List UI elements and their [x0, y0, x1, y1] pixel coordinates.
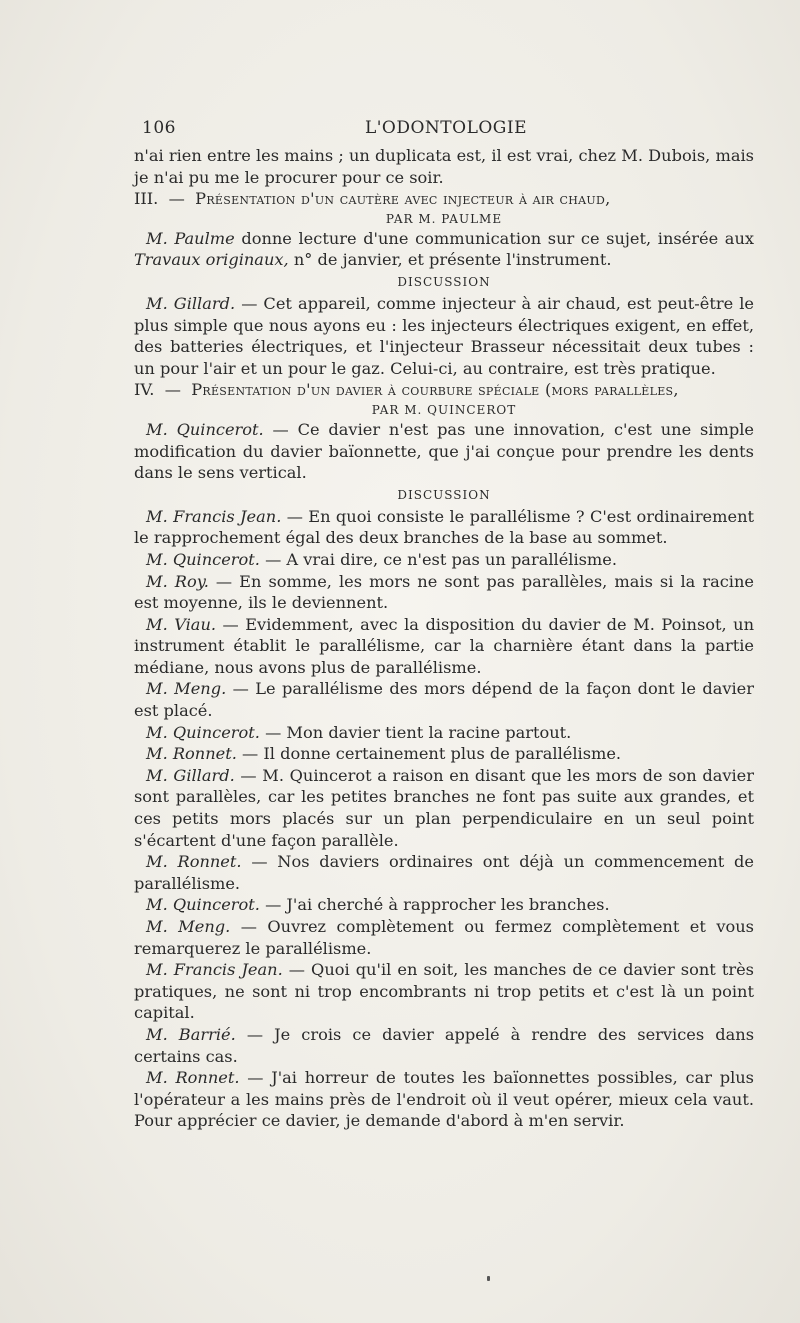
quincerot-paragraph: M. Quincerot. — Ce davier n'est pas une innovation, c'est une simple modification du davier baïonnette, que j'ai conçue pour prendre les dents dans le sens vertical. [134, 419, 754, 483]
exchange-paragraph: M. Quincerot. — Mon davier tient la racine partout. [146, 722, 572, 742]
paulme-paragraph: M. Paulme donne lecture d'une communication sur ce sujet, insérée aux Travaux originaux, n° de janvier, et présente l'instrument. [134, 228, 754, 270]
journal-title: Travaux originaux, [134, 250, 289, 270]
body-text [134, 145, 754, 1132]
speaker-name: M. Gillard. [146, 293, 236, 313]
speaker-name: M. Paulme [146, 228, 235, 248]
section-4-heading: IV. — Présentation d'un davier à courbure spéciale (mors parallèles, [134, 380, 679, 400]
exchange-paragraph: M. Quincerot. — J'ai cherché à rapprocher les branches. [146, 895, 610, 915]
exchange-paragraph: M. Barrié. — Je crois ce davier appelé à rendre des services dans certains cas. [134, 1024, 755, 1066]
exchange-paragraph: M. Roy. — En somme, les mors ne sont pas parallèles, mais si la racine est moyenne, ils le deviennent. [134, 571, 754, 613]
exchange-paragraph: M. Ronnet. — J'ai horreur de toutes les baïonnettes possibles, car plus l'opérateur a les mains près de l'endroit où il veut opérer, mieux cela vaut. Pour apprécier ce davier, je demande d'abord à m'en servir. [134, 1068, 754, 1131]
intro-paragraph: n'ai rien entre les mains ; un duplicata est, il est vrai, chez M. Dubois, mais je n'ai pu me le procurer pour ce soir. [134, 146, 754, 187]
discussion-heading-1: DISCUSSION [397, 274, 491, 289]
exchange-paragraph: M. Quincerot. — A vrai dire, ce n'est pas un parallélisme. [146, 549, 618, 569]
exchange-paragraph: M. Viau. — Evidemment, avec la disposition du davier de M. Poinsot, un instrument établit le parallélisme, car la charnière étant dans la partie médiane, nous avons plus de parallélisme. [134, 614, 754, 677]
exchange-paragraph: M. Meng. — Ouvrez complètement ou fermez complètement et vous remarquerez le parallélisme. [134, 917, 754, 958]
page-header [138, 118, 754, 142]
exchange-paragraph: M. Gillard. — M. Quincerot a raison en disant que les mors de son davier sont parallèles, car les petites branches ne font pas suite aux grandes, et ces petits mors placés sur un plan perpendiculaire en un seul point s'écartent d'une façon parallèle. [134, 765, 754, 850]
exchange-paragraph: M. Francis Jean. — En quoi consiste le parallélisme ? C'est ordinairement le rapprochement égal des deux branches de la base au sommet. [134, 506, 754, 548]
running-title: L'ODONTOLOGIE [364, 118, 528, 138]
section-4-byline: PAR M. QUINCEROT [371, 402, 517, 417]
section-3-heading: III. — Présentation d'un cautère avec injecteur à air chaud, [134, 189, 611, 209]
ink-speck [487, 1276, 490, 1281]
gillard-paragraph: M. Gillard. — Cet appareil, comme injecteur à air chaud, est peut-être le plus simple que nous ayons eu : les injecteurs électriques exigent, en effet, des batteries électriques, et l'injecteur Brasseur nécessitait deux tubes : un pour l'air et un pour le gaz. Celui-ci, au contraire, est très pratique. [134, 293, 754, 378]
discussion-heading-2: DISCUSSION [397, 487, 491, 502]
exchange-paragraph: M. Meng. — Le parallélisme des mors dépend de la façon dont le davier est placé. [134, 679, 754, 721]
speaker-name: M. Quincerot. [146, 419, 264, 439]
page-number: 106 [142, 118, 176, 138]
exchange-paragraph: M. Ronnet. — Il donne certainement plus de parallélisme. [146, 744, 622, 764]
section-3-byline: PAR M. PAULME [385, 211, 503, 226]
exchange-paragraph: M. Francis Jean. — Quoi qu'il en soit, les manches de ce davier sont très pratiques, ne sont ni trop encombrants ni trop petits et c'est là un point capital. [134, 960, 754, 1023]
exchange-paragraph: M. Ronnet. — Nos daviers ordinaires ont déjà un commencement de parallélisme. [134, 852, 754, 893]
